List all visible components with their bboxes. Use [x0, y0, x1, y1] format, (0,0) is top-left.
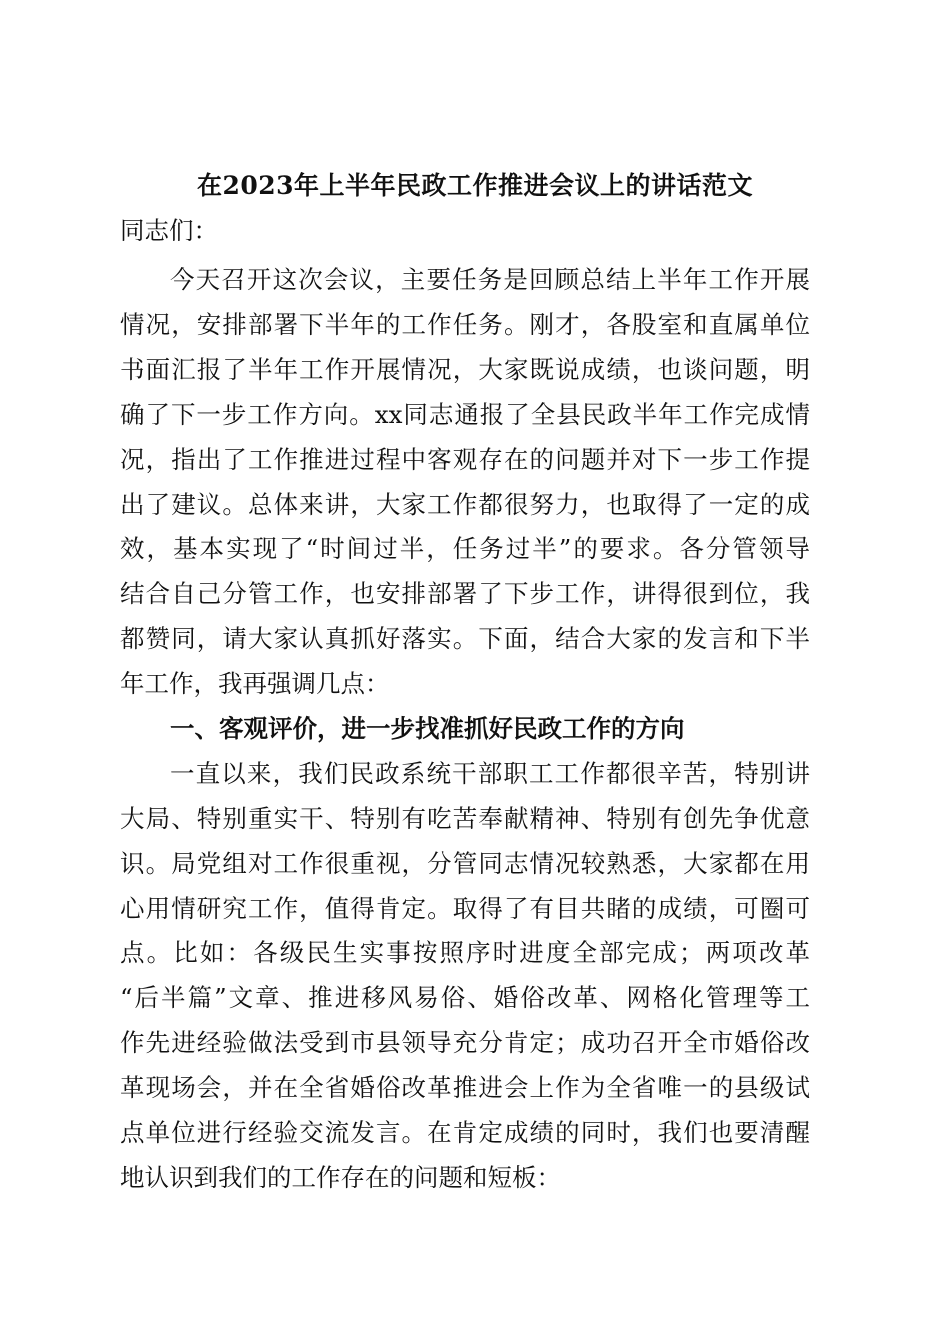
paragraph-2-line: 点。比如：各级民生实事按照序时进度全部完成；两项改革 — [120, 938, 810, 967]
paragraph-2-line: 地认识到我们的工作存在的问题和短板： — [120, 1163, 561, 1192]
paragraph-1-line: 结合自己分管工作，也安排部署了下步工作，讲得很到位，我 — [120, 579, 810, 608]
paragraph-2-line: 大局、特别重实干、特别有吃苦奉献精神、特别有创先争优意 — [120, 804, 810, 833]
document-title: 在2023年上半年民政工作推进会议上的讲话范文 — [196, 171, 754, 200]
paragraph-2-line: 革现场会，并在全省婚俗改革推进会上作为全省唯一的县级试 — [120, 1073, 810, 1102]
paragraph-2-line: 识。局党组对工作很重视，分管同志情况较熟悉，大家都在用 — [120, 849, 810, 878]
paragraph-1-line: 年工作，我再强调几点： — [120, 669, 390, 698]
paragraph-1-line: 今天召开这次会议，主要任务是回顾总结上半年工作开展 — [170, 265, 810, 294]
section-heading-1: 一、客观评价，进一步找准抓好民政工作的方向 — [170, 714, 685, 743]
paragraph-2-line: 心用情研究工作，值得肯定。取得了有目共睹的成绩，可圈可 — [120, 894, 810, 923]
paragraph-1-line: 书面汇报了半年工作开展情况，大家既说成绩，也谈问题，明 — [120, 355, 810, 384]
paragraph-2-line: 一直以来，我们民政系统干部职工工作都很辛苦，特别讲 — [170, 759, 810, 788]
paragraph-2-line: “后半篇”文章、推进移风易俗、婚俗改革、网格化管理等工 — [120, 983, 810, 1012]
greeting: 同志们： — [120, 216, 218, 245]
paragraph-1-line: 都赞同，请大家认真抓好落实。下面，结合大家的发言和下半 — [120, 624, 810, 653]
paragraph-1-line: 效，基本实现了“时间过半，任务过半”的要求。各分管领导 — [120, 534, 810, 563]
paragraph-2-line: 点单位进行经验交流发言。在肯定成绩的同时，我们也要清醒 — [120, 1118, 810, 1147]
paragraph-1-line: 确了下一步工作方向。xx同志通报了全县民政半年工作完成情 — [120, 400, 810, 429]
paragraph-1-line: 情况，安排部署下半年的工作任务。刚才，各股室和直属单位 — [120, 310, 810, 339]
paragraph-2-line: 作先进经验做法受到市县领导充分肯定；成功召开全市婚俗改 — [120, 1028, 810, 1057]
paragraph-1-line: 况，指出了工作推进过程中客观存在的问题并对下一步工作提 — [120, 445, 810, 474]
paragraph-1-line: 出了建议。总体来讲，大家工作都很努力，也取得了一定的成 — [120, 490, 810, 519]
